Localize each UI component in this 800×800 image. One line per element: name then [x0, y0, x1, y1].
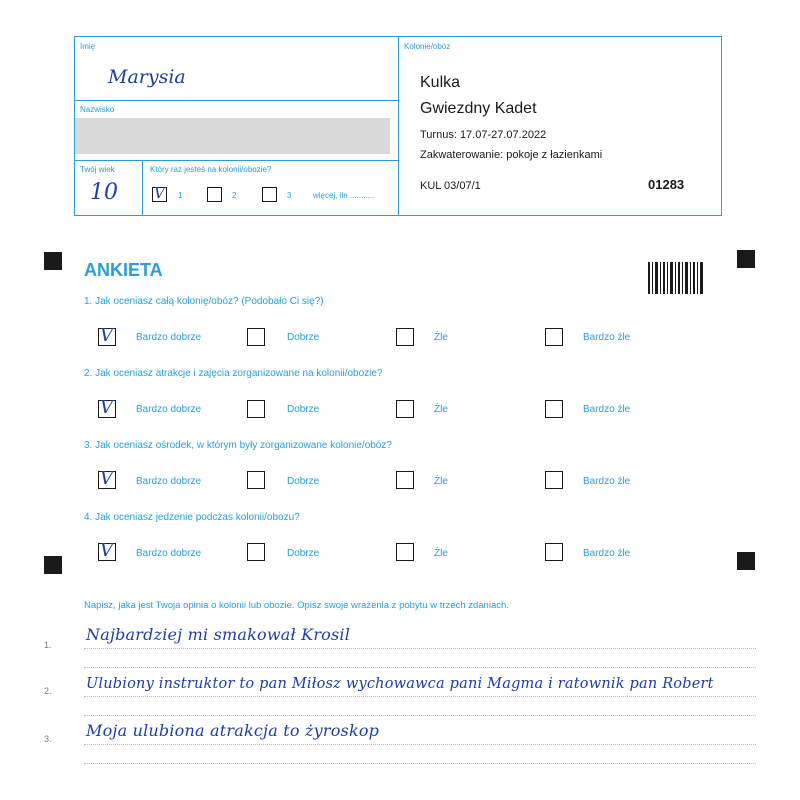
q1-option-label: Źle	[434, 332, 448, 343]
times-checkbox-3[interactable]	[262, 187, 277, 202]
checkmark-icon: V	[100, 540, 113, 561]
q1-option-3-checkbox[interactable]	[396, 328, 414, 346]
registration-mark	[737, 250, 755, 268]
redacted-surname	[75, 118, 390, 154]
q3-option-label: Dobrze	[287, 476, 320, 487]
q3-option-label: Źle	[434, 476, 448, 487]
camp-code: KUL 03/07/1	[420, 180, 481, 192]
q1-option-label: Bardzo źle	[583, 332, 631, 343]
q3-option-label: Bardzo dobrze	[136, 476, 202, 487]
times-option-label: 2	[232, 191, 237, 200]
age-label: Twój wiek	[80, 165, 115, 174]
times-checkbox-2[interactable]	[207, 187, 222, 202]
q2-option-label: Bardzo źle	[583, 404, 631, 415]
q2-option-4-checkbox[interactable]	[545, 400, 563, 418]
times-option-label: 1	[178, 191, 183, 200]
answer-line-2[interactable]: Ulubiony instruktor to pan Miłosz wychowawca pani Magma i ratownik pan Robert	[86, 676, 714, 692]
times-more-label: więcej, ile ...........	[313, 191, 375, 200]
writing-line	[84, 667, 756, 668]
q2-option-2-checkbox[interactable]	[247, 400, 265, 418]
q2-option-label: Źle	[434, 404, 448, 415]
answer-line-1[interactable]: Najbardziej mi smakował Krosil	[86, 625, 351, 644]
writing-line	[84, 696, 756, 697]
header-divider	[142, 160, 143, 216]
writing-line	[84, 715, 756, 716]
q1-option-label: Bardzo dobrze	[136, 332, 202, 343]
q1-option-2-checkbox[interactable]	[247, 328, 265, 346]
q4-option-label: Źle	[434, 548, 448, 559]
question-1: 1. Jak oceniasz całą kolonię/obóz? (Podobało Ci się?)	[84, 296, 324, 307]
q1-option-label: Dobrze	[287, 332, 320, 343]
checkmark-icon: V	[100, 397, 113, 418]
camp-name: Kulka	[420, 74, 461, 91]
header-line	[74, 160, 398, 161]
q4-option-label: Bardzo źle	[583, 548, 631, 559]
times-label: Który raz jesteś na kolonii/obozie?	[150, 165, 272, 174]
name-label: Imię	[80, 42, 96, 51]
registration-mark	[44, 252, 62, 270]
header-divider	[398, 36, 399, 216]
q3-option-4-checkbox[interactable]	[545, 471, 563, 489]
age-value[interactable]: 10	[90, 180, 118, 205]
line-number: 2.	[44, 686, 52, 696]
line-number: 3.	[44, 734, 52, 744]
barcode-icon	[648, 262, 704, 294]
question-3: 3. Jak oceniasz ośrodek, w którym były zorganizowane kolonie/obóz?	[84, 440, 392, 451]
accommodation-text: Zakwaterowanie: pokoje z łazienkami	[420, 149, 603, 161]
q4-option-2-checkbox[interactable]	[247, 543, 265, 561]
q2-option-label: Dobrze	[287, 404, 320, 415]
survey-title: ANKIETA	[84, 260, 163, 280]
registration-mark	[44, 556, 62, 574]
form-number: 01283	[648, 177, 685, 192]
q2-option-label: Bardzo dobrze	[136, 404, 202, 415]
answer-line-3[interactable]: Moja ulubiona atrakcja to żyroskop	[86, 721, 380, 740]
q2-option-3-checkbox[interactable]	[396, 400, 414, 418]
q1-option-4-checkbox[interactable]	[545, 328, 563, 346]
camp-label: Kolonie/obóz	[404, 42, 451, 51]
q4-option-4-checkbox[interactable]	[545, 543, 563, 561]
checkmark-icon: V	[100, 325, 113, 346]
name-value[interactable]: Marysia	[108, 66, 186, 88]
q3-option-label: Bardzo źle	[583, 476, 631, 487]
turnus-text: Turnus: 17.07-27.07.2022	[420, 129, 547, 141]
q3-option-3-checkbox[interactable]	[396, 471, 414, 489]
writing-line	[84, 744, 756, 745]
checkmark-icon: V	[100, 468, 113, 489]
q3-option-2-checkbox[interactable]	[247, 471, 265, 489]
surname-label: Nazwisko	[80, 105, 115, 114]
camp-subtitle: Gwiezdny Kadet	[420, 100, 537, 117]
writing-line	[84, 763, 756, 764]
q4-option-label: Bardzo dobrze	[136, 548, 202, 559]
q4-option-3-checkbox[interactable]	[396, 543, 414, 561]
writing-line	[84, 648, 756, 649]
line-number: 1.	[44, 640, 52, 650]
opinion-prompt: Napisz, jaka jest Twoja opinia o kolonii lub obozie. Opisz swoje wrażenia z pobytu w trzech zdaniach.	[84, 600, 509, 611]
checkmark-icon: V	[154, 184, 165, 202]
question-2: 2. Jak oceniasz atrakcje i zajęcia zorganizowane na kolonii/obozie?	[84, 368, 383, 379]
registration-mark	[737, 552, 755, 570]
header-line	[74, 100, 398, 101]
question-4: 4. Jak oceniasz jedzenie podczas kolonii/obozu?	[84, 512, 300, 523]
times-option-label: 3	[287, 191, 292, 200]
q4-option-label: Dobrze	[287, 548, 320, 559]
